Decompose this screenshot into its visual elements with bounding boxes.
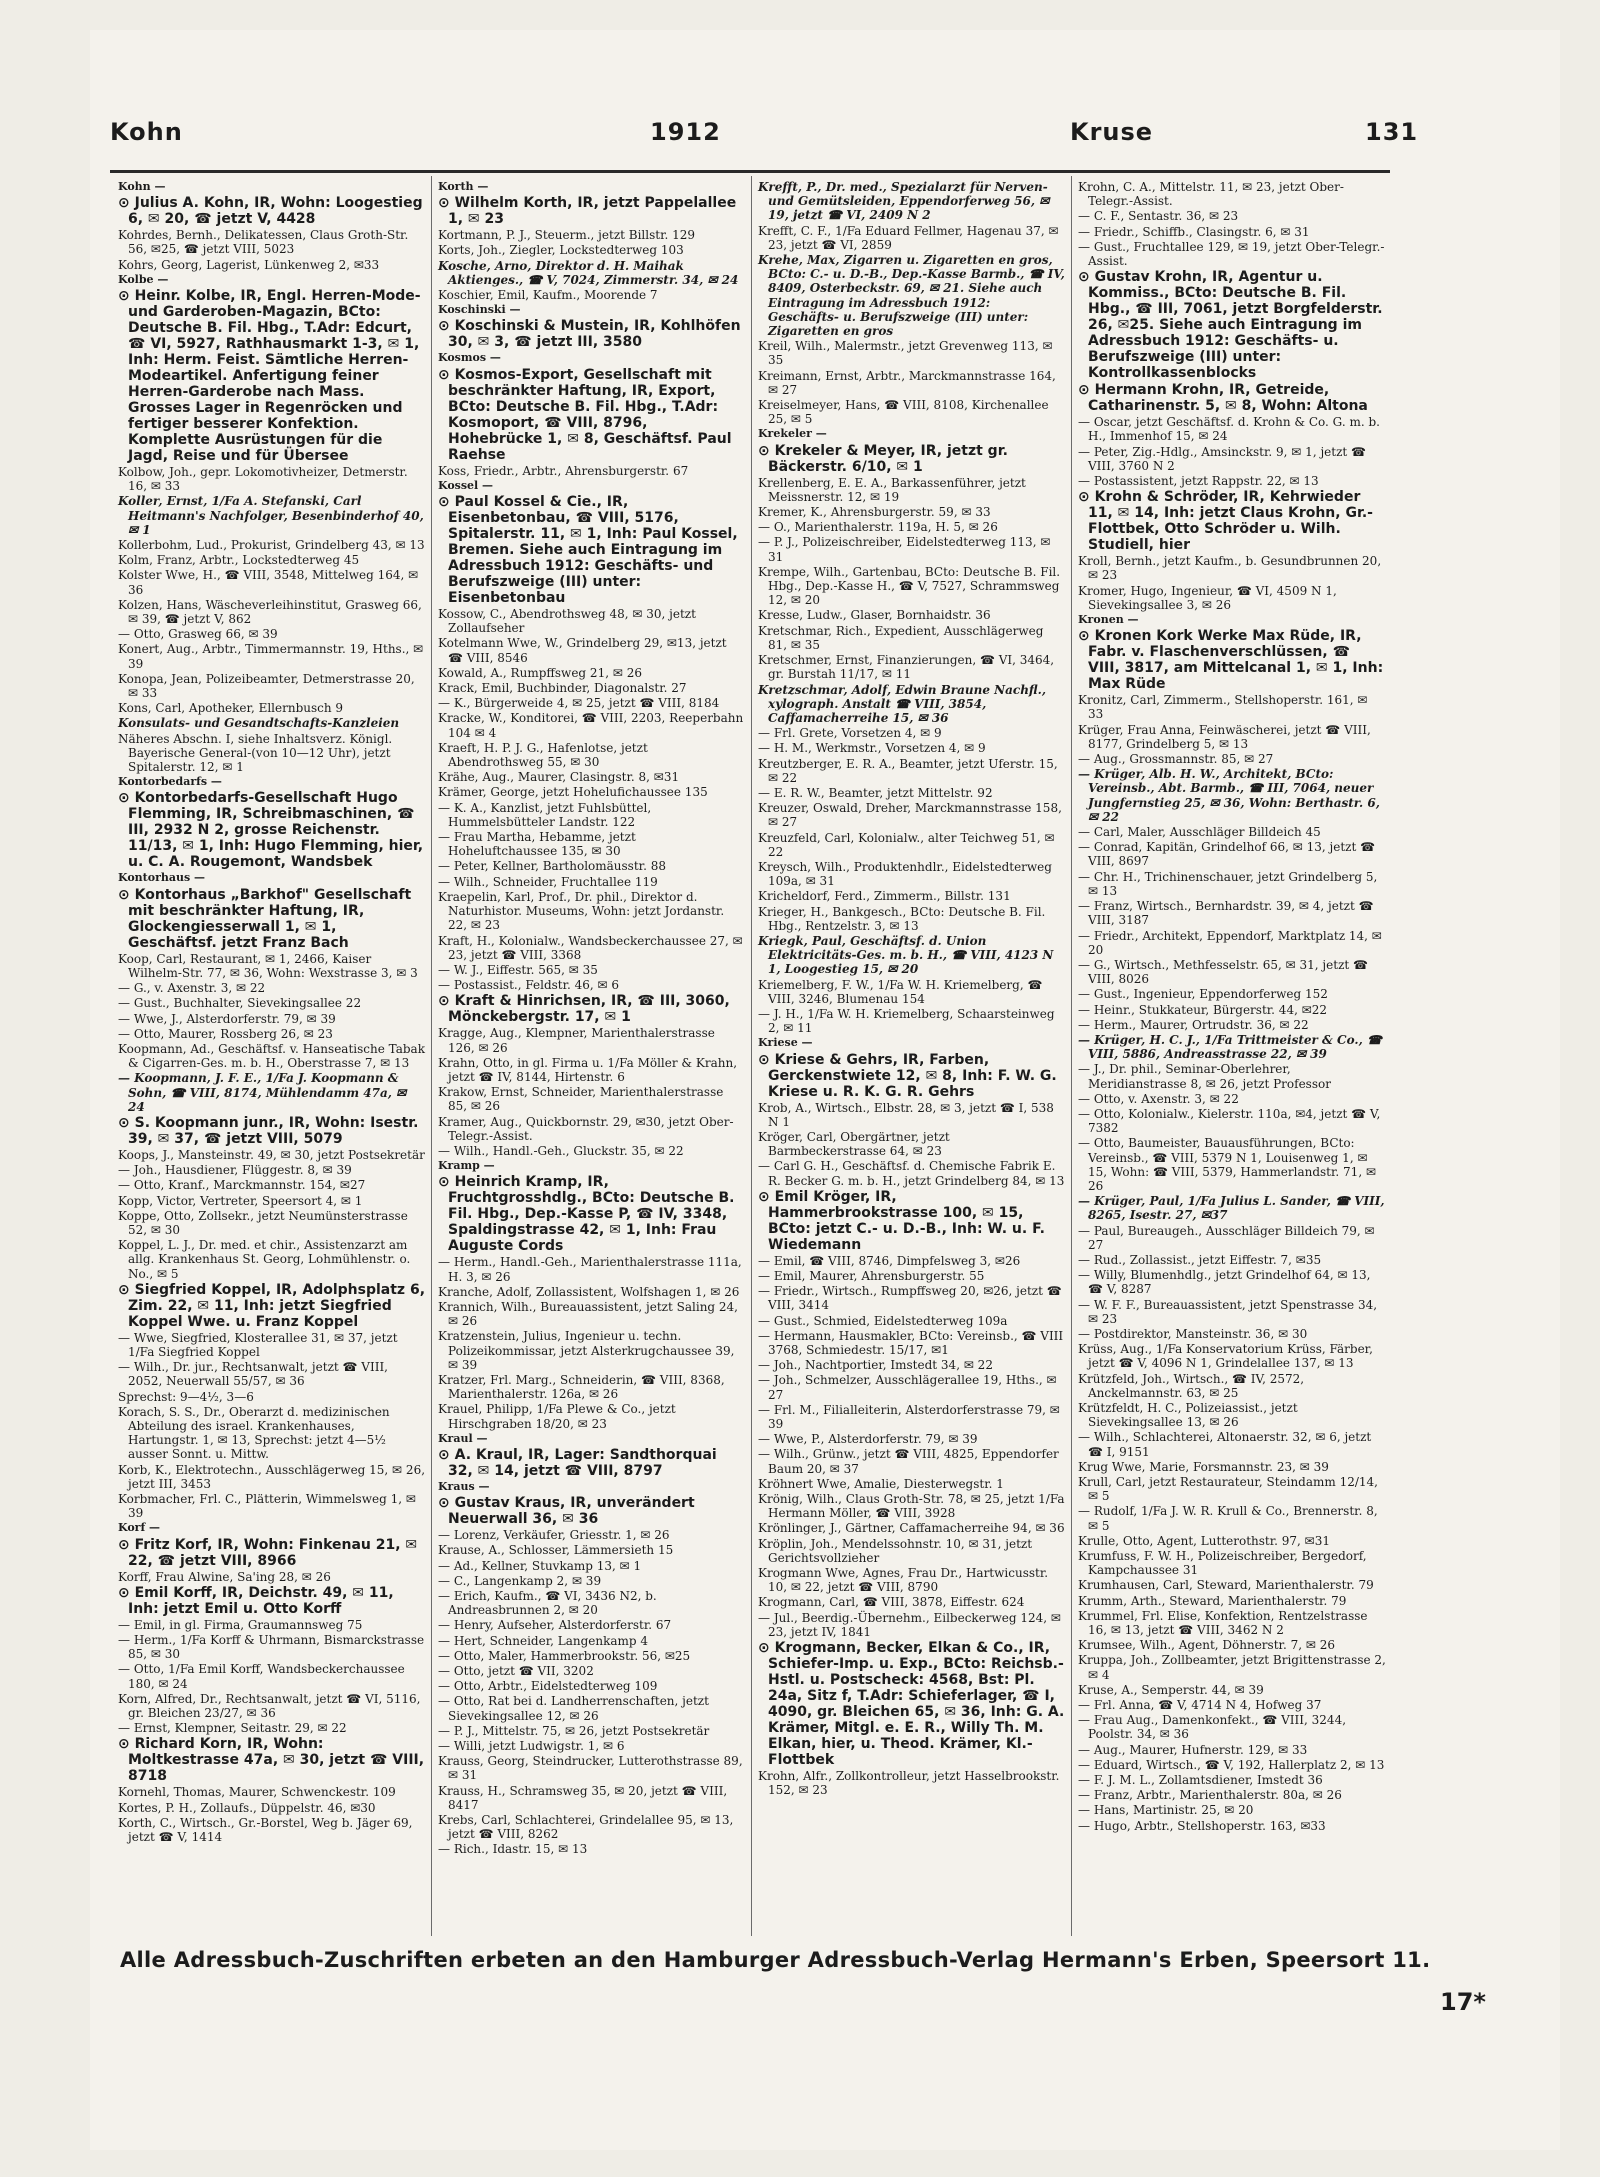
directory-entry: — Oscar, jetzt Geschäftsf. d. Krohn & Co. G. m. b. H., Immenhof 15, ✉ 24 (1078, 415, 1380, 444)
directory-entry: Konsulats- und Gesandtschafts-Kanzleien (118, 716, 400, 731)
directory-entry: — Frl. Anna, ☎ V, 4714 N 4, Hofweg 37 (1078, 1698, 1322, 1713)
directory-entry: Sprechst: 9—4½, 3—6 (118, 1389, 254, 1404)
directory-entry: Kolster Wwe, H., ☎ VIII, 3548, Mittelweg 164, ✉ 36 (118, 568, 419, 597)
directory-entry: Korn, Alfred, Dr., Rechtsanwalt, jetzt ☎ VI, 5116, gr. Bleichen 23/27, ✉ 36 (118, 1691, 421, 1721)
directory-entry: Kretschmer, Ernst, Finanzierungen, ☎ VI, 3464, gr. Burstah 11/17, ✉ 11 (758, 653, 1055, 682)
directory-entry: Krumhausen, Carl, Steward, Marienthalerstr. 79 (1078, 1578, 1374, 1593)
directory-entry: Kollerbohm, Lud., Prokurist, Grindelberg 43, ✉ 13 (118, 538, 425, 553)
firm-entry: ⊙ Kosmos-Export, Gesellschaft mit beschränkter Haftung, IR, Export, BCto: Deutsche B. Fil. Hbg., T.Adr: Kosmoport, ☎ VIII, 8796, Hohebrücke 1, ✉ 8, Geschäftsf. Paul Raehse (438, 366, 732, 463)
directory-entry: — Hert, Schneider, Langenkamp 4 (438, 1633, 649, 1648)
directory-entry: Kreimann, Ernst, Arbtr., Marckmannstrasse 164, ✉ 27 (758, 368, 1056, 397)
directory-entry: Konopa, Jean, Polizeibeamter, Detmerstrasse 20, ✉ 33 (118, 671, 415, 701)
directory-column-2 (432, 176, 752, 1936)
directory-entry: — Aug., Grossmannstr. 85, ✉ 27 (1078, 752, 1274, 767)
directory-entry: — Emil, in gl. Firma, Graumannsweg 75 (118, 1617, 363, 1632)
directory-entry: Krüss, Aug., 1/Fa Konservatorium Krüss, Färber, jetzt ☎ V, 4096 N 1, Grindelallee 137, ✉ 13 (1078, 1342, 1373, 1371)
directory-entry: Koss, Friedr., Arbtr., Ahrensburgerstr. 67 (438, 463, 689, 478)
directory-entry: Kraft, H., Kolonialw., Wandsbeckerchaussee 27, ✉ 23, jetzt ☎ VIII, 3368 (438, 933, 743, 962)
directory-entry: Koller, Ernst, 1/Fa A. Stefanski, Carl Heitmann's Nachfolger, Besenbinderhof 40, ✉ 1 (118, 494, 424, 537)
directory-entry: — Wwe, P., Alsterdorferstr. 79, ✉ 39 (758, 1432, 978, 1447)
directory-entry: — W. F. F., Bureauassistent, jetzt Spenstrasse 34, ✉ 23 (1078, 1297, 1378, 1326)
directory-entry: — Otto, Grasweg 66, ✉ 39 (118, 627, 278, 642)
directory-entry: Krähe, Aug., Maurer, Clasingstr. 8, ✉31 (438, 770, 680, 785)
directory-entry: Kratzer, Frl. Marg., Schneiderin, ☎ VIII, 8368, Marienthalerstr. 126a, ✉ 26 (438, 1372, 725, 1402)
firm-entry: ⊙ Siegfried Koppel, IR, Adolphsplatz 6, Zim. 22, ✉ 11, Inh: jetzt Siegfried Koppel Wwe. u. Franz Koppel (118, 1281, 426, 1330)
directory-entry: — Rudolf, 1/Fa J. W. R. Krull & Co., Brennerstr. 8, ✉ 5 (1078, 1504, 1378, 1533)
directory-entry: — Herm., 1/Fa Korff & Uhrmann, Bismarckstrasse 85, ✉ 30 (118, 1633, 425, 1662)
directory-entry: Kreysch, Wilh., Produktenhdlr., Eidelstedterweg 109a, ✉ 31 (758, 859, 1052, 889)
directory-entry: Kröger, Carl, Obergärtner, jetzt Barmbeckerstrasse 64, ✉ 23 (758, 1129, 950, 1159)
directory-entry: Krämer, George, jetzt Hohelufichaussee 135 (438, 785, 708, 800)
firm-entry: ⊙ Heinrich Kramp, IR, Fruchtgrosshdlg., BCto: Deutsche B. Fil. Hbg., Dep.-Kasse P, ☎ IV, 3348, Spaldingstrasse 42, ✉ 1, Inh: Frau Auguste Cords (438, 1174, 735, 1255)
directory-columns (112, 176, 1394, 1936)
directory-entry: Kolm, Franz, Arbtr., Lockstedterweg 45 (118, 553, 360, 568)
directory-entry: Kornehl, Thomas, Maurer, Schwenckestr. 109 (118, 1785, 396, 1800)
group-heading: Kossel — (438, 478, 494, 492)
directory-entry: Krauss, Georg, Steindrucker, Lutterothstrasse 89, ✉ 31 (438, 1754, 743, 1783)
directory-entry: — Frl. Grete, Vorsetzen 4, ✉ 9 (758, 726, 942, 741)
directory-entry: Koopmann, Ad., Geschäftsf. v. Hanseatische Tabak & Cigarren-Ges. m. b. H., Oberstrasse 7, ✉ 13 (118, 1041, 425, 1071)
directory-entry: Krützfeld, Joh., Wirtsch., ☎ IV, 2572, Anckelmannstr. 63, ✉ 25 (1078, 1371, 1305, 1400)
directory-entry: — Krüger, Paul, 1/Fa Julius L. Sander, ☎ VIII, 8265, Isestr. 27, ✉37 (1078, 1194, 1385, 1223)
directory-entry: — Otto, Arbtr., Eidelstedterweg 109 (438, 1679, 658, 1694)
directory-entry: Krauel, Philipp, 1/Fa Plewe & Co., jetzt Hirschgraben 18/20, ✉ 23 (438, 1402, 676, 1431)
directory-entry: Krempe, Wilh., Gartenbau, BCto: Deutsche B. Fil. Hbg., Dep.-Kasse H., ☎ V, 7527, Schrammsweg 12, ✉ 20 (758, 564, 1061, 608)
directory-entry: — Franz, Arbtr., Marienthalerstr. 80a, ✉ 26 (1078, 1788, 1342, 1803)
directory-entry: — Wilh., Schlachterei, Altonaerstr. 32, ✉ 6, jetzt ☎ I, 9151 (1078, 1430, 1372, 1459)
directory-entry: — Frau Aug., Damenkonfekt., ☎ VIII, 3244, Poolstr. 34, ✉ 36 (1078, 1713, 1347, 1742)
directory-entry: Krumm, Arth., Steward, Marienthalerstr. 79 (1078, 1593, 1347, 1608)
directory-entry: — Friedr., Wirtsch., Rumpffsweg 20, ✉26, jetzt ☎ VIII, 3414 (758, 1284, 1062, 1313)
directory-entry: Krummel, Frl. Elise, Konfektion, Rentzelstrasse 16, ✉ 13, jetzt ☎ VIII, 3462 N 2 (1078, 1608, 1368, 1638)
firm-entry: ⊙ Krogmann, Becker, Elkan & Co., IR, Schiefer-Imp. u. Exp., BCto: Reichsb.-Hstl. u. Postscheck: 4568, Bst: Pl. 24a, Sitz f, T.Adr: Schieferlager, ☎ I, 4090, gr. Bleichen 65, ✉ 36, Inh: G. A. Krämer, Mitgl. e. E. R., Willy Th. M. Elkan, hier, u. Theod. Krämer, Kl.-Flottbek (758, 1640, 1065, 1769)
directory-entry: — F. J. M. L., Zollamtsdiener, Imstedt 36 (1078, 1773, 1323, 1788)
directory-entry: Kriegk, Paul, Geschäftsf. d. Union Elektricitäts-Ges. m. b. H., ☎ VIII, 4123 N 1, Loogestieg 15, ✉ 20 (758, 933, 1054, 977)
directory-entry: Koop, Carl, Restaurant, ✉ 1, 2466, Kaiser Wilhelm-Str. 77, ✉ 36, Wohn: Wexstrasse 3, ✉ 3 (118, 951, 418, 980)
header-year: 1912 (650, 118, 721, 146)
directory-entry: — H. M., Werkmstr., Vorsetzen 4, ✉ 9 (758, 741, 986, 756)
directory-entry: Krellenberg, E. E. A., Barkassenführer, jetzt Meissnerstr. 12, ✉ 19 (758, 475, 1026, 504)
directory-entry: — Friedr., Schiffb., Clasingstr. 6, ✉ 31 (1078, 224, 1310, 239)
firm-entry: ⊙ Koschinski & Mustein, IR, Kohlhöfen 30, ✉ 3, ☎ jetzt III, 3580 (438, 318, 741, 351)
firm-entry: ⊙ Emil Korff, IR, Deichstr. 49, ✉ 11, Inh: jetzt Emil u. Otto Korff (118, 1584, 394, 1617)
group-heading: Kronen — (1078, 613, 1139, 627)
directory-entry: — Otto, jetzt ☎ VII, 3202 (438, 1664, 594, 1679)
directory-entry: Krumsee, Wilh., Agent, Döhnerstr. 7, ✉ 26 (1078, 1638, 1335, 1653)
directory-entry: — Henry, Aufseher, Alsterdorferstr. 67 (438, 1618, 672, 1633)
firm-entry: ⊙ A. Kraul, IR, Lager: Sandthorquai 32, ✉ 14, jetzt ☎ VIII, 8797 (438, 1446, 717, 1479)
directory-entry: — Conrad, Kapitän, Grindelhof 66, ✉ 13, jetzt ☎ VIII, 8697 (1078, 840, 1376, 869)
directory-entry: — K., Bürgerweide 4, ✉ 25, jetzt ☎ VIII, 8184 (438, 696, 720, 711)
directory-entry: — E. R. W., Beamter, jetzt Mittelstr. 92 (758, 785, 993, 800)
directory-entry: Kramer, Aug., Quickbornstr. 29, ✉30, jetzt Ober-Telegr.-Assist. (438, 1114, 734, 1143)
directory-entry: — G., v. Axenstr. 3, ✉ 22 (118, 981, 266, 996)
group-heading: Korth — (438, 180, 489, 193)
directory-entry: Krehe, Max, Zigarren u. Zigaretten en gros, BCto: C.- u. D.-B., Dep.-Kasse Barmb., ☎ IV, 8409, Osterbeckstr. 69, ✉ 21. Siehe auch Eintragung im Adressbuch 1912: Geschäfts- u. Berufszweige (III) unter: Zigaretten en gros (758, 253, 1065, 339)
group-heading: Kolbe — (118, 272, 169, 286)
directory-entry: Krahn, Otto, in gl. Firma u. 1/Fa Möller & Krahn, jetzt ☎ IV, 8144, Hirtenstr. 6 (438, 1055, 738, 1084)
directory-entry: — Hugo, Arbtr., Stellshoperstr. 163, ✉33 (1078, 1818, 1326, 1833)
directory-entry: Kraepelin, Karl, Prof., Dr. phil., Direktor d. Naturhistor. Museums, Wohn: jetzt Jordanstr. 22, ✉ 23 (438, 889, 725, 933)
group-heading: Kriese — (758, 1036, 813, 1050)
directory-entry: Krefft, C. F., 1/Fa Eduard Fellmer, Hagenau 37, ✉ 23, jetzt ☎ VI, 2859 (758, 223, 1059, 252)
directory-entry: Kresse, Ludw., Glaser, Bornhaidstr. 36 (758, 608, 991, 623)
directory-entry: — Joh., Schmelzer, Ausschlägerallee 19, Hths., ✉ 27 (758, 1373, 1057, 1402)
directory-entry: — O., Marienthalerstr. 119a, H. 5, ✉ 26 (758, 520, 998, 535)
directory-entry: Korb, K., Elektrotechn., Ausschlägerweg 15, ✉ 26, jetzt III, 3453 (118, 1462, 426, 1491)
directory-entry: — Franz, Wirtsch., Bernhardstr. 39, ✉ 4, jetzt ☎ VIII, 3187 (1078, 899, 1374, 928)
directory-entry: — P. J., Mittelstr. 75, ✉ 26, jetzt Postsekretär (438, 1723, 710, 1738)
firm-entry: ⊙ Hermann Krohn, IR, Getreide, Catharinenstr. 5, ✉ 8, Wohn: Altona (1078, 382, 1368, 415)
directory-entry: Krulle, Otto, Agent, Lutterothstr. 97, ✉31 (1078, 1533, 1331, 1548)
directory-entry: — Eduard, Wirtsch., ☎ V, 192, Hallerplatz 2, ✉ 13 (1078, 1757, 1385, 1772)
directory-entry: Konert, Aug., Arbtr., Timmermannstr. 19, Hths., ✉ 39 (118, 642, 424, 671)
directory-entry: — Lorenz, Verkäufer, Griesstr. 1, ✉ 26 (438, 1528, 670, 1543)
directory-entry: — Erich, Kaufm., ☎ VI, 3436 N2, b. Andreasbrunnen 2, ✉ 20 (438, 1589, 657, 1618)
firm-entry: ⊙ Wilhelm Korth, IR, jetzt Pappelallee 1, ✉ 23 (438, 195, 737, 228)
group-heading: Kontorbedarfs — (118, 775, 222, 789)
directory-entry: — Joh., Nachtportier, Imstedt 34, ✉ 22 (758, 1358, 993, 1373)
directory-column-1 (112, 176, 432, 1936)
directory-entry: — P. J., Polizeischreiber, Eidelstedterweg 113, ✉ 31 (758, 535, 1051, 564)
directory-entry: — Hermann, Hausmakler, BCto: Vereinsb., ☎ VIII 3768, Schmiedestr. 15/17, ✉1 (758, 1328, 1064, 1358)
directory-entry: Kröplin, Joh., Mendelssohnstr. 10, ✉ 31, jetzt Gerichtsvollzieher (758, 1536, 1033, 1565)
directory-entry: — Friedr., Architekt, Eppendorf, Marktplatz 14, ✉ 20 (1078, 928, 1382, 957)
directory-entry: — Wilh., Dr. jur., Rechtsanwalt, jetzt ☎ VIII, 2052, Neuerwall 55/57, ✉ 36 (118, 1360, 388, 1389)
directory-entry: — Otto, Rat bei d. Landherrenschaften, jetzt Sievekingsallee 12, ✉ 26 (438, 1694, 709, 1723)
firm-entry: ⊙ Kriese & Gehrs, IR, Farben, Gerckenstwiete 12, ✉ 8, Inh: F. W. G. Kriese u. R. K. G. R. Gehrs (758, 1051, 1057, 1100)
directory-entry: Kopp, Victor, Vertreter, Speersort 4, ✉ 1 (118, 1193, 363, 1208)
group-heading: Krekeler — (758, 427, 827, 441)
directory-entry: — Joh., Hausdiener, Flüggestr. 8, ✉ 39 (118, 1163, 352, 1178)
directory-entry: — Emil, ☎ VIII, 8746, Dimpfelsweg 3, ✉26 (758, 1253, 1021, 1268)
firm-entry: ⊙ Kontorhaus „Barkhof" Gesellschaft mit beschränkter Haftung, IR, Glockengiesserwall 1, ✉ 1, Geschäftsf. jetzt Franz Bach (118, 886, 412, 951)
directory-entry: Kratzenstein, Julius, Ingenieur u. techn. Polizeikommissar, jetzt Alsterkrugchaussee 39, ✉ 39 (438, 1329, 735, 1372)
directory-entry: Kons, Carl, Apotheker, Ellernbusch 9 (118, 701, 344, 716)
directory-entry: — Otto, Kolonialw., Kielerstr. 110a, ✉4, jetzt ☎ V, 7382 (1078, 1106, 1381, 1136)
directory-entry: — Gust., Schmied, Eidelstedterweg 109a (758, 1313, 1008, 1328)
directory-entry: — Otto, Baumeister, Bauausführungen, BCto: Vereinsb., ☎ VIII, 5379 N 1, Louisenweg 1, ✉ 15, Wohn: ☎ VIII, 5379, Hammerlandstr. 71, ✉ 26 (1078, 1136, 1376, 1193)
directory-entry: — Herm., Handl.-Geh., Marienthalerstrasse 111a, H. 3, ✉ 26 (438, 1255, 742, 1284)
directory-entry: — Wwe, Siegfried, Klosterallee 31, ✉ 37, jetzt 1/Fa Siegfried Koppel (118, 1330, 398, 1359)
directory-entry: Kröhnert Wwe, Amalie, Diesterwegstr. 1 (758, 1476, 1004, 1491)
directory-entry: Kowald, A., Rumpffsweg 21, ✉ 26 (438, 665, 642, 680)
directory-entry: — Wilh., Grünw., jetzt ☎ VIII, 4825, Eppendorfer Baum 20, ✉ 37 (758, 1447, 1059, 1476)
directory-entry: Krull, Carl, jetzt Restaurateur, Steindamm 12/14, ✉ 5 (1078, 1475, 1378, 1504)
firm-entry: ⊙ Richard Korn, IR, Wohn: Moltkestrasse 47a, ✉ 30, jetzt ☎ VIII, 8718 (118, 1736, 425, 1785)
directory-entry: Krohn, Alfr., Zollkontrolleur, jetzt Hasselbrookstr. 152, ✉ 23 (758, 1769, 1060, 1798)
group-heading: Kramp — (438, 1159, 495, 1173)
group-heading: Koschinski — (438, 303, 521, 317)
directory-entry: — Heinr., Stukkateur, Bürgerstr. 44, ✉22 (1078, 1002, 1328, 1017)
group-heading: Kraul — (438, 1431, 488, 1445)
directory-entry: — Herm., Maurer, Ortrudstr. 36, ✉ 22 (1078, 1017, 1309, 1032)
directory-entry: Kreuzfeld, Carl, Kolonialw., alter Teichweg 51, ✉ 22 (758, 830, 1055, 859)
firm-entry: ⊙ Heinr. Kolbe, IR, Engl. Herren-Mode- und Garderoben-Magazin, BCto: Deutsche B. Fil. Hbg., T.Adr: Edcurt, ☎ VI, 5927, Rathhausmarkt 1-3, ✉ 1, Inh: Herm. Feist. Sämtliche Herren-Modeartikel. Anfertigung feiner Herren-Garderobe nach Mass. Grosses Lager in Regenröcken und fertiger besserer Konfektion. Komplette Ausrüstungen für die Jagd, Reise und für Übersee (118, 288, 421, 465)
directory-entry: — Frau Martha, Hebamme, jetzt Hoheluftchaussee 135, ✉ 30 (438, 830, 636, 859)
directory-entry: Krause, A., Schlosser, Lämmersieth 15 (438, 1543, 674, 1558)
directory-entry: Kriemelberg, F. W., 1/Fa W. H. Kriemelberg, ☎ VIII, 3246, Blumenau 154 (758, 977, 1043, 1006)
directory-entry: Kremer, K., Ahrensburgerstr. 59, ✉ 33 (758, 505, 991, 520)
directory-entry: — G., Wirtsch., Methfesselstr. 65, ✉ 31, jetzt ☎ VIII, 8026 (1078, 957, 1368, 987)
directory-entry: — Postassist., Feldstr. 46, ✉ 6 (438, 978, 620, 993)
directory-entry: — Carl, Maler, Ausschläger Billdeich 45 (1078, 825, 1321, 840)
directory-entry: — Chr. H., Trichinenschauer, jetzt Grindelberg 5, ✉ 13 (1078, 869, 1378, 898)
directory-entry: Krebs, Carl, Schlachterei, Grindelallee 95, ✉ 13, jetzt ☎ VIII, 8262 (438, 1813, 734, 1842)
header-rule (110, 170, 1390, 173)
directory-entry: — J. H., 1/Fa W. H. Kriemelberg, Schaarsteinweg 2, ✉ 11 (758, 1006, 1055, 1036)
directory-entry: — Wilh., Handl.-Geh., Gluckstr. 35, ✉ 22 (438, 1143, 684, 1158)
directory-entry: Krohn, C. A., Mittelstr. 11, ✉ 23, jetzt Ober-Telegr.-Assist. (1078, 180, 1344, 209)
directory-entry: — Peter, Kellner, Bartholomäusstr. 88 (438, 859, 666, 874)
group-heading: Kohn — (118, 180, 166, 193)
directory-entry: Kotelmann Wwe, W., Grindelberg 29, ✉13, jetzt ☎ VIII, 8546 (438, 636, 727, 665)
directory-entry: — Otto, 1/Fa Emil Korff, Wandsbeckerchaussee 180, ✉ 24 (118, 1662, 405, 1691)
directory-entry: Kromer, Hugo, Ingenieur, ☎ VI, 4509 N 1, Sievekingsallee 3, ✉ 26 (1078, 583, 1337, 612)
directory-entry: — Wilh., Schneider, Fruchtallee 119 (438, 874, 658, 889)
directory-entry: — Jul., Beerdig.-Übernehm., Eilbeckerweg 124, ✉ 23, jetzt IV, 1841 (758, 1610, 1061, 1639)
directory-entry: Korff, Frau Alwine, Sa'ing 28, ✉ 26 (118, 1569, 331, 1584)
directory-entry: — Paul, Bureaugeh., Ausschläger Billdeich 79, ✉ 27 (1078, 1223, 1375, 1252)
directory-entry: Krug Wwe, Marie, Forsmannstr. 23, ✉ 39 (1078, 1459, 1329, 1474)
directory-entry: Kracke, W., Konditorei, ☎ VIII, 2203, Reeperbahn 104 ✉ 4 (438, 711, 744, 740)
firm-entry: ⊙ Paul Kossel & Cie., IR, Eisenbetonbau, ☎ VIII, 5176, Spitalerstr. 11, ✉ 1, Inh: Paul Kossel, Bremen. Siehe auch Eintragung im Adressbuch 1912: Geschäfts- und Berufszweige (III) unter: Eisenbetonbau (438, 494, 738, 607)
directory-entry: — Otto, Maler, Hammerbrookstr. 56, ✉25 (438, 1648, 691, 1663)
directory-entry: — Gust., Ingenieur, Eppendorferweg 152 (1078, 987, 1328, 1002)
firm-entry: ⊙ Krohn & Schröder, IR, Kehrwieder 11, ✉ 14, Inh: jetzt Claus Krohn, Gr.-Flottbek, Otto Schröder u. Wilh. Studiell, hier (1078, 489, 1373, 554)
directory-entry: Krauss, H., Schramsweg 35, ✉ 20, jetzt ☎ VIII, 8417 (438, 1783, 728, 1812)
directory-entry: — Koopmann, J. F. E., 1/Fa J. Koopmann & Sohn, ☎ VIII, 8174, Mühlendamm 47a, ✉ 24 (118, 1071, 407, 1114)
publisher-notice: Alle Adressbuch-Zuschriften erbeten an den Hamburger Adressbuch-Verlag Hermann's Erben, Speersort 11. (120, 1948, 1431, 1972)
group-heading: Kosmos — (438, 351, 501, 365)
directory-entry: Korth, C., Wirtsch., Gr.-Borstel, Weg b. Jäger 69, jetzt ☎ V, 1414 (118, 1815, 413, 1845)
directory-entry: Koops, J., Mansteinstr. 49, ✉ 30, jetzt Postsekretär (118, 1147, 425, 1162)
directory-entry: Kronitz, Carl, Zimmerm., Stellshoperstr. 161, ✉ 33 (1078, 693, 1368, 722)
directory-entry: — Ernst, Klempner, Seitastr. 29, ✉ 22 (118, 1721, 347, 1736)
directory-entry: Kroll, Bernh., jetzt Kaufm., b. Gesundbrunnen 20, ✉ 23 (1078, 554, 1382, 583)
directory-entry: — Otto, v. Axenstr. 3, ✉ 22 (1078, 1091, 1239, 1106)
directory-entry: Kosche, Arno, Direktor d. H. Maihak Aktienges., ☎ V, 7024, Zimmerstr. 34, ✉ 24 (438, 258, 739, 287)
directory-entry: Kretschmar, Rich., Expedient, Ausschlägerweg 81, ✉ 35 (758, 623, 1044, 652)
directory-entry: Krob, A., Wirtsch., Elbstr. 28, ✉ 3, jetzt ☎ I, 538 N 1 (758, 1100, 1054, 1129)
directory-entry: — Aug., Maurer, Hufnerstr. 129, ✉ 33 (1078, 1742, 1308, 1757)
directory-entry: Krack, Emil, Buchbinder, Diagonalstr. 27 (438, 681, 687, 696)
directory-entry: — Krüger, H. C. J., 1/Fa Trittmeister & Co., ☎ VIII, 5886, Andreasstrasse 22, ✉ 39 (1078, 1032, 1382, 1062)
firm-entry: ⊙ Julius A. Kohn, IR, Wohn: Loogestieg 6, ✉ 20, ☎ jetzt V, 4428 (118, 195, 423, 228)
directory-entry: Kolzen, Hans, Wäscheverleihinstitut, Grasweg 66, ✉ 39, ☎ jetzt V, 862 (118, 597, 422, 627)
firm-entry: ⊙ Kraft & Hinrichsen, IR, ☎ III, 3060, Mönckebergstr. 17, ✉ 1 (438, 993, 730, 1026)
group-heading: Kontorhaus — (118, 871, 206, 885)
directory-entry: Kreutzberger, E. R. A., Beamter, jetzt Uferstr. 15, ✉ 22 (758, 756, 1058, 785)
directory-entry: Kretzschmar, Adolf, Edwin Braune Nachfl., xylograph. Anstalt ☎ VIII, 3854, Caffamacherreihe 15, ✉ 36 (758, 682, 1047, 725)
directory-entry: Näheres Abschn. I, siehe Inhaltsverz. Königl. Bayerische General-(von 10—12 Uhr), jetzt Spitalerstr. 12, ✉ 1 (118, 731, 393, 775)
directory-entry: — Emil, Maurer, Ahrensburgerstr. 55 (758, 1269, 985, 1283)
directory-entry: Koppe, Otto, Zollsekr., jetzt Neumünsterstrasse 52, ✉ 30 (118, 1208, 408, 1237)
directory-entry: — Postdirektor, Mansteinstr. 36, ✉ 30 (1078, 1326, 1308, 1341)
signature-mark: 17* (1440, 1988, 1486, 2016)
firm-entry: ⊙ S. Koopmann junr., IR, Wohn: Isestr. 39, ✉ 37, ☎ jetzt VIII, 5079 (118, 1114, 419, 1147)
directory-entry: Korts, Joh., Ziegler, Lockstedterweg 103 (438, 243, 684, 258)
directory-entry: — Krüger, Alb. H. W., Architekt, BCto: Vereinsb., Abt. Barmb., ☎ III, 7064, neuer Jungfernstieg 25, ✉ 36, Wohn: Berthastr. 6, ✉ 22 (1078, 767, 1380, 824)
directory-entry: Krützfeldt, H. C., Polizeiassist., jetzt Sievekingsallee 13, ✉ 26 (1078, 1401, 1298, 1430)
directory-entry: — Carl G. H., Geschäftsf. d. Chemische Fabrik E. R. Becker G. m. b. H., jetzt Grindelberg 84, ✉ 13 (758, 1159, 1065, 1188)
directory-entry: Kortes, P. H., Zollaufs., Düppelstr. 46, ✉30 (118, 1800, 376, 1815)
directory-entry: — Gust., Buchhalter, Sievekingsallee 22 (118, 996, 362, 1011)
firm-entry: ⊙ Kronen Kork Werke Max Rüde, IR, Fabr. v. Flaschenverschlüssen, ☎ VIII, 3817, am Mittelcanal 1, ✉ 1, Inh: Max Rüde (1078, 628, 1384, 693)
directory-entry: Krüger, Frau Anna, Feinwäscherei, jetzt ☎ VIII, 8177, Grindelberg 5, ✉ 13 (1078, 722, 1371, 751)
directory-entry: Korbmacher, Frl. C., Plätterin, Wimmelsweg 1, ✉ 39 (118, 1491, 416, 1521)
directory-entry: Krumfuss, F. W. H., Polizeischreiber, Bergedorf, Kampchaussee 31 (1078, 1549, 1367, 1578)
directory-entry: Kreil, Wilh., Malermstr., jetzt Grevenweg 113, ✉ 35 (758, 339, 1053, 368)
directory-entry: Krogmann, Carl, ☎ VIII, 3878, Eiffestr. 624 (758, 1595, 1025, 1610)
header-first-name: Kohn (110, 118, 183, 146)
firm-entry: ⊙ Gustav Kraus, IR, unverändert Neuerwall 36, ✉ 36 (438, 1495, 695, 1528)
directory-entry: Kranche, Adolf, Zollassistent, Wolfshagen 1, ✉ 26 (438, 1284, 740, 1299)
firm-entry: ⊙ Gustav Krohn, IR, Agentur u. Kommiss., BCto: Deutsche B. Fil. Hbg., ☎ III, 7061, jetzt Borgfelderstr. 26, ✉25. Siehe auch Eintragung im Adressbuch 1912: Geschäfts- u. Berufszweige (III) unter: Kontrollkassenblocks (1078, 269, 1383, 382)
directory-entry: — Rud., Zollassist., jetzt Eiffestr. 7, ✉35 (1078, 1252, 1322, 1267)
directory-column-3 (752, 176, 1072, 1936)
directory-entry: Kolbow, Joh., gepr. Lokomotivheizer, Detmerstr. 16, ✉ 33 (118, 465, 408, 494)
directory-entry: — Willi, jetzt Ludwigstr. 1, ✉ 6 (438, 1739, 625, 1754)
directory-entry: — Ad., Kellner, Stuvkamp 13, ✉ 1 (438, 1558, 642, 1573)
directory-entry: — Otto, Maurer, Rossberg 26, ✉ 23 (118, 1026, 333, 1041)
firm-entry: ⊙ Emil Kröger, IR, Hammerbrookstrasse 100, ✉ 15, BCto: jetzt C.- u. D.-B., Inh: W. u. F. Wiedemann (758, 1188, 1045, 1253)
directory-entry: Krefft, P., Dr. med., Spezialarzt für Nerven- und Gemütsleiden, Eppendorferweg 56, ✉ 19, jetzt ☎ VI, 2409 N 2 (758, 180, 1050, 223)
directory-entry: — Peter, Zig.-Hdlg., Amsinckstr. 9, ✉ 1, jetzt ☎ VIII, 3760 N 2 (1078, 444, 1366, 473)
firm-entry: ⊙ Krekeler & Meyer, IR, jetzt gr. Bäckerstr. 6/10, ✉ 1 (758, 442, 1008, 475)
directory-entry: Kortmann, P. J., Steuerm., jetzt Billstr. 129 (438, 228, 696, 243)
directory-column-4 (1072, 176, 1392, 1936)
directory-entry: Kossow, C., Abendrothsweg 48, ✉ 30, jetzt Zollaufseher (438, 607, 696, 636)
page-header (110, 118, 1419, 158)
firm-entry: ⊙ Kontorbedarfs-Gesellschaft Hugo Flemming, IR, Schreibmaschinen, ☎ III, 2932 N 2, grosse Reichenstr. 11/13, ✉ 1, Inh: Hugo Flemming, hier, u. C. A. Rougemont, Wandsbek (118, 790, 424, 871)
directory-entry: Krönig, Wilh., Claus Groth-Str. 78, ✉ 25, jetzt 1/Fa Hermann Möller, ☎ VIII, 3928 (758, 1492, 1065, 1521)
page-number: 131 (1365, 118, 1419, 146)
directory-entry: Kraeft, H. P. J. G., Hafenlotse, jetzt Abendrothsweg 55, ✉ 30 (438, 740, 648, 770)
directory-entry: — Postassistent, jetzt Rappstr. 22, ✉ 13 (1078, 474, 1319, 489)
group-heading: Kraus — (438, 1479, 490, 1493)
firm-entry: ⊙ Fritz Korf, IR, Wohn: Finkenau 21, ✉ 22, ☎ jetzt VIII, 8966 (118, 1536, 418, 1569)
directory-entry: Koschier, Emil, Kaufm., Moorende 7 (438, 288, 658, 303)
directory-entry: — Otto, Kranf., Marckmannstr. 154, ✉27 (118, 1178, 366, 1193)
directory-entry: Kragge, Aug., Klempner, Marienthalerstrasse 126, ✉ 26 (438, 1026, 715, 1055)
group-heading: Korf — (118, 1521, 161, 1535)
directory-entry: Kruse, A., Semperstr. 44, ✉ 39 (1078, 1682, 1264, 1697)
directory-entry: — C. F., Sentastr. 36, ✉ 23 (1078, 209, 1239, 224)
directory-entry: — Hans, Martinistr. 25, ✉ 20 (1078, 1803, 1254, 1818)
directory-entry: Koppel, L. J., Dr. med. et chir., Assistenzarzt am allg. Krankenhaus St. Georg, Lohmühlenstr. o. No., ✉ 5 (118, 1238, 411, 1281)
directory-entry: Krönlinger, J., Gärtner, Caffamacherreihe 94, ✉ 36 (758, 1521, 1065, 1536)
directory-entry: — Willy, Blumenhdlg., jetzt Grindelhof 64, ✉ 13, ☎ V, 8287 (1078, 1268, 1371, 1297)
directory-entry: — Gust., Fruchtallee 129, ✉ 19, jetzt Ober-Telegr.-Assist. (1078, 239, 1385, 269)
directory-entry: — J., Dr. phil., Seminar-Oberlehrer, Meridianstrasse 8, ✉ 26, jetzt Professor (1078, 1062, 1331, 1091)
directory-entry: Kreuzer, Oswald, Dreher, Marckmannstrasse 158, ✉ 27 (758, 801, 1062, 830)
directory-entry: Kohrdes, Bernh., Delikatessen, Claus Groth-Str. 56, ✉25, ☎ jetzt VIII, 5023 (118, 228, 409, 257)
directory-entry: Korach, S. S., Dr., Oberarzt d. medizinischen Abteilung des israel. Krankenhauses, Hartungstr. 1, ✉ 13, Sprechst: jetzt 4—5½ ausser Sonnt. u. Mittw. (118, 1404, 390, 1462)
directory-entry: Krannich, Wilh., Bureauassistent, jetzt Saling 24, ✉ 26 (438, 1299, 738, 1329)
directory-entry: Krogmann Wwe, Agnes, Frau Dr., Hartwicusstr. 10, ✉ 22, jetzt ☎ VIII, 8790 (758, 1566, 1049, 1595)
directory-entry: Kohrs, Georg, Lagerist, Lünkenweg 2, ✉33 (118, 257, 380, 272)
directory-entry: Kruppa, Joh., Zollbeamter, jetzt Brigittenstrasse 2, ✉ 4 (1078, 1653, 1386, 1682)
directory-entry: Krieger, H., Bankgesch., BCto: Deutsche B. Fil. Hbg., Rentzelstr. 3, ✉ 13 (758, 904, 1046, 933)
directory-entry: — W. J., Eiffestr. 565, ✉ 35 (438, 962, 598, 977)
directory-entry: Kricheldorf, Ferd., Zimmerm., Billstr. 131 (758, 889, 1011, 904)
directory-entry: — Frl. M., Filialleiterin, Alsterdorferstrasse 79, ✉ 39 (758, 1402, 1060, 1432)
directory-entry: — Rich., Idastr. 15, ✉ 13 (438, 1842, 588, 1857)
directory-entry: Kreiselmeyer, Hans, ☎ VIII, 8108, Kirchenallee 25, ✉ 5 (758, 398, 1049, 427)
directory-entry: Krakow, Ernst, Schneider, Marienthalerstrasse 85, ✉ 26 (438, 1085, 724, 1114)
directory-entry: — K. A., Kanzlist, jetzt Fuhlsbüttel, Hummelsbütteler Landstr. 122 (438, 800, 652, 829)
directory-entry: — C., Langenkamp 2, ✉ 39 (438, 1573, 602, 1588)
header-last-name: Kruse (1070, 118, 1154, 146)
directory-entry: — Wwe, J., Alsterdorferstr. 79, ✉ 39 (118, 1011, 336, 1026)
